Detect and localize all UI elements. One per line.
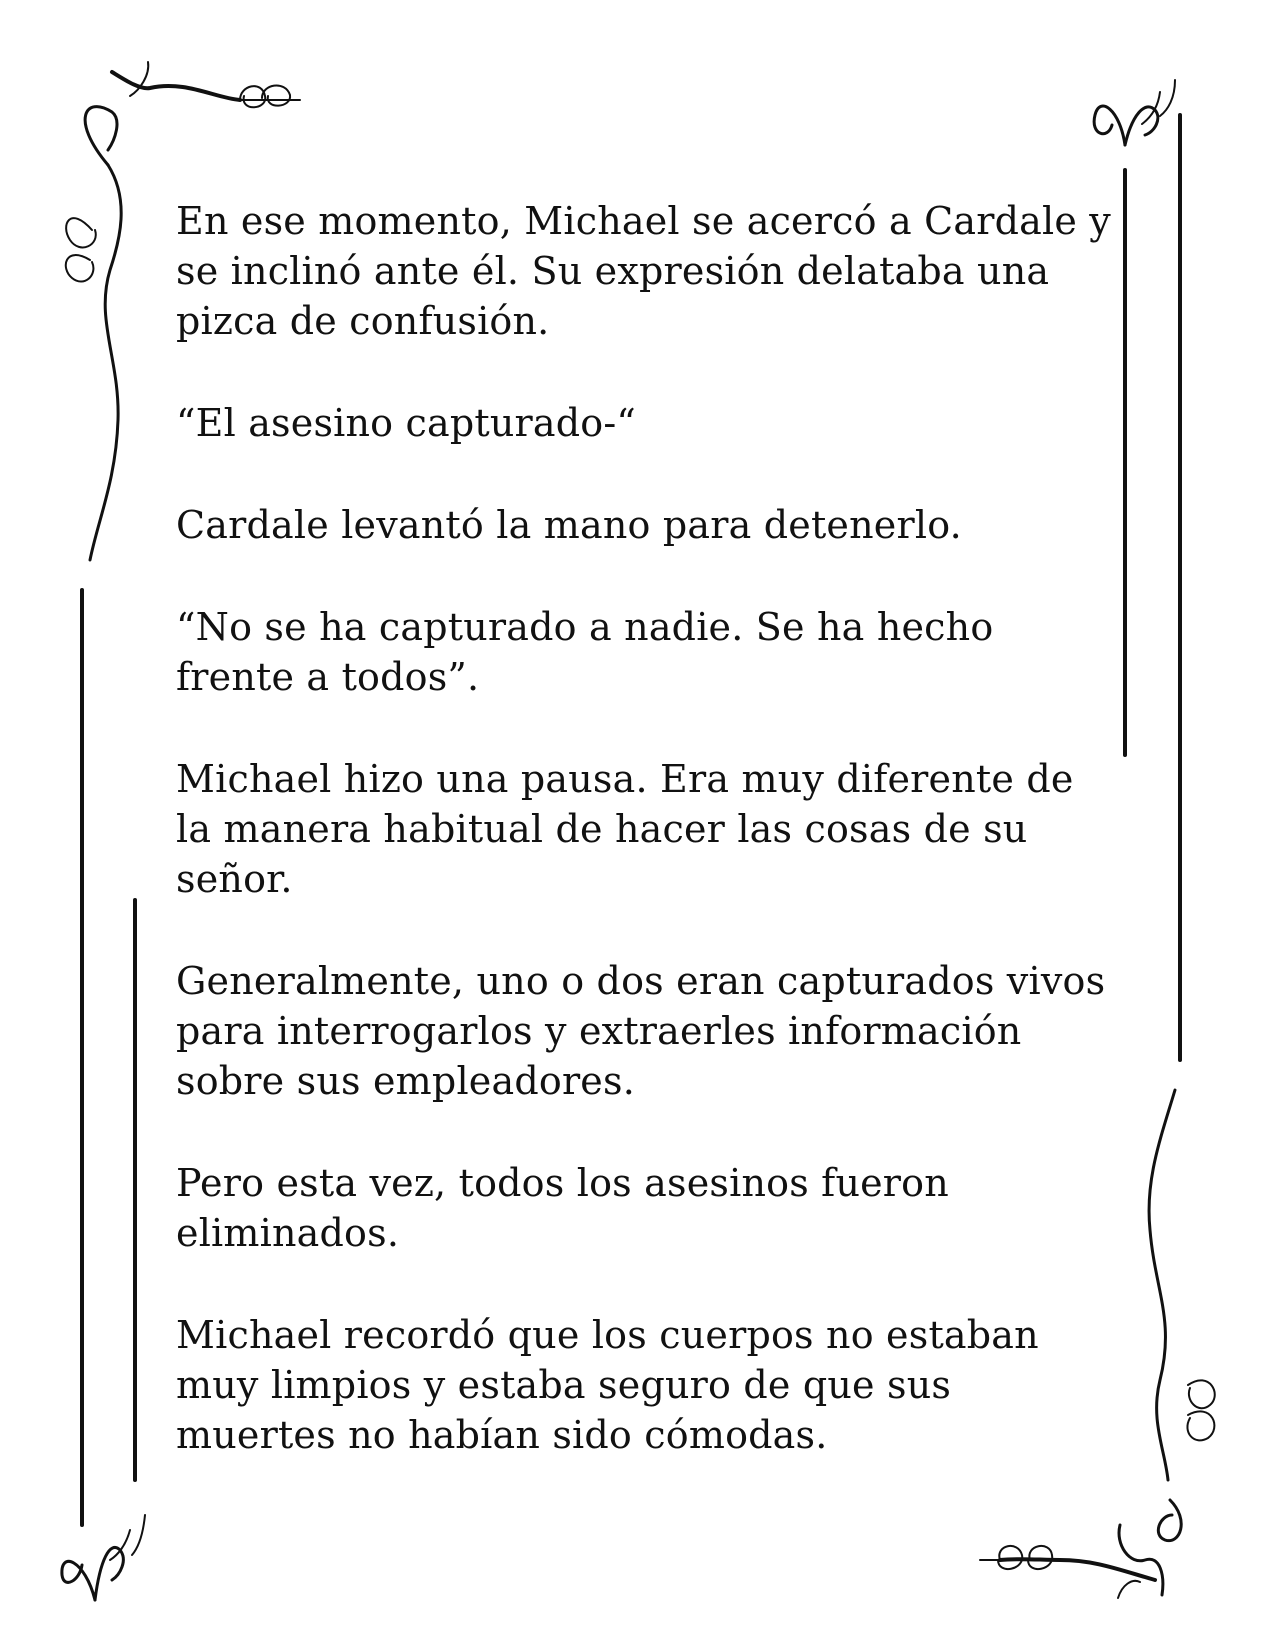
paragraph-1: En ese momento, Michael se acercó a Cardale y se inclinó ante él. Su expresión delataba una pizca de confusión. xyxy=(176,199,1111,343)
paragraph-8: Michael recordó que los cuerpos no estaban muy limpios y estaba seguro de que sus muertes no habían sido cómodas. xyxy=(176,1313,1039,1457)
flourish-top-right-icon xyxy=(1094,80,1175,145)
paragraph-5: Michael hizo una pausa. Era muy diferente de la manera habitual de hacer las cosas de su señor. xyxy=(176,757,1074,901)
paragraph-6: Generalmente, uno o dos eran capturados vivos para interrogarlos y extraerles información sobre sus empleadores. xyxy=(176,959,1106,1103)
flourish-bottom-left-icon xyxy=(62,1515,145,1600)
paragraph-3: Cardale levantó la mano para detenerlo. xyxy=(176,503,962,547)
paragraph-2: “El asesino capturado-“ xyxy=(176,401,637,445)
paragraph-7: Pero esta vez, todos los asesinos fueron eliminados. xyxy=(176,1161,949,1255)
paragraph-4: “No se ha capturado a nadie. Se ha hecho frente a todos”. xyxy=(176,605,994,699)
story-text xyxy=(176,196,1116,1512)
